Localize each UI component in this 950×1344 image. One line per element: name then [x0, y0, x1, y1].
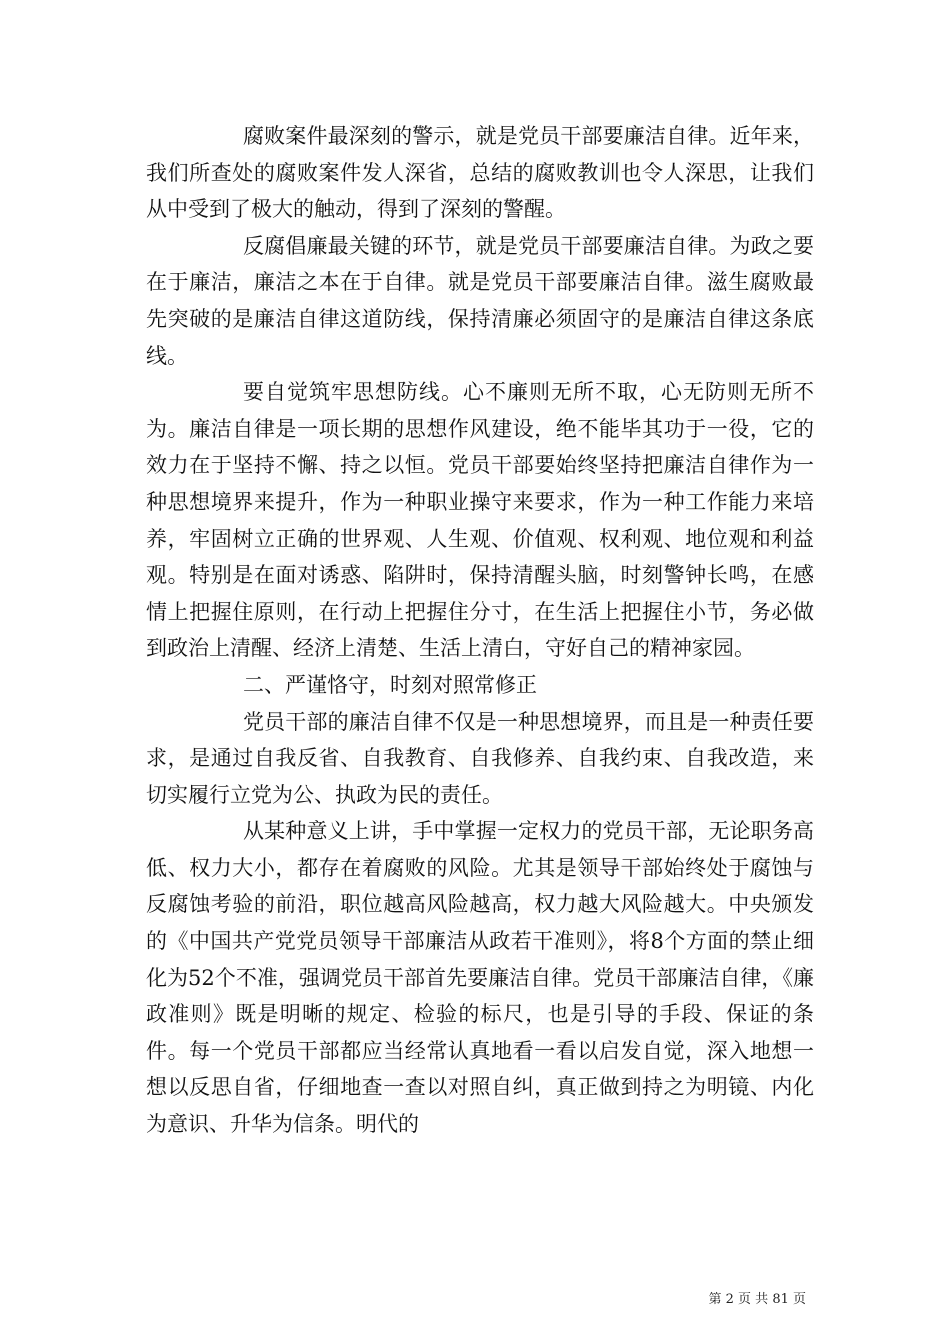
section-heading: 二、严谨恪守，时刻对照常修正 [243, 672, 537, 697]
page-number-footer: 第 2 页 共 81 页 [708, 1292, 806, 1307]
paragraph-3: 要自觉筑牢思想防线。心不廉则无所不取，心无防则无所不为。廉洁自律是一项长期的思想作风建设，绝不能毕其功于一役，它的效力在于坚持不懈、持之以恒。党员干部要始终坚持把廉洁自律作为一种思想境界来提升，作为一种职业操守来要求，作为一种工作能力来培养，牢固树立正确的世界观、人生观、价值观、权利观、地位观和利益观。特别是在面对诱惑、陷阱时，保持清醒头脑，时刻警钟长鸣，在感情上把握住原则，在行动上把握住分寸，在生活上把握住小节，务必做到政治上清醒、经济上清楚、生活上清白，守好自己的精神家园。 [146, 380, 814, 661]
body-text [146, 118, 814, 1143]
paragraph-5: 从某种意义上讲，手中掌握一定权力的党员干部，无论职务高低、权力大小，都存在着腐败的风险。尤其是领导干部始终处于腐蚀与反腐蚀考验的前沿，职位越高风险越高，权力越大风险越大。中央颁发的《中国共产党党员领导干部廉洁从政若干准则》，将8个方面的禁止细化为52个不准，强调党员干部首先要廉洁自律。党员干部廉洁自律，《廉政准则》既是明晰的规定、检验的标尺，也是引导的手段、保证的条件。每一个党员干部都应当经常认真地看一看以启发自觉，深入地想一想以反思自省，仔细地查一查以对照自纠，真正做到持之为明镜、内化为意识、升华为信条。明代的 [146, 819, 814, 1137]
paragraph-2: 反腐倡廉最关键的环节，就是党员干部要廉洁自律。为政之要在于廉洁，廉洁之本在于自律。就是党员干部要廉洁自律。滋生腐败最先突破的是廉洁自律这道防线，保持清廉必须固守的是廉洁自律这条底线。 [146, 233, 814, 368]
paragraph-4: 党员干部的廉洁自律不仅是一种思想境界，而且是一种责任要求，是通过自我反省、自我教育、自我修养、自我约束、自我改造，来切实履行立党为公、执政为民的责任。 [146, 709, 814, 807]
paragraph-1: 腐败案件最深刻的警示，就是党员干部要廉洁自律。近年来，我们所查处的腐败案件发人深省，总结的腐败教训也令人深思，让我们从中受到了极大的触动，得到了深刻的警醒。 [146, 124, 814, 222]
